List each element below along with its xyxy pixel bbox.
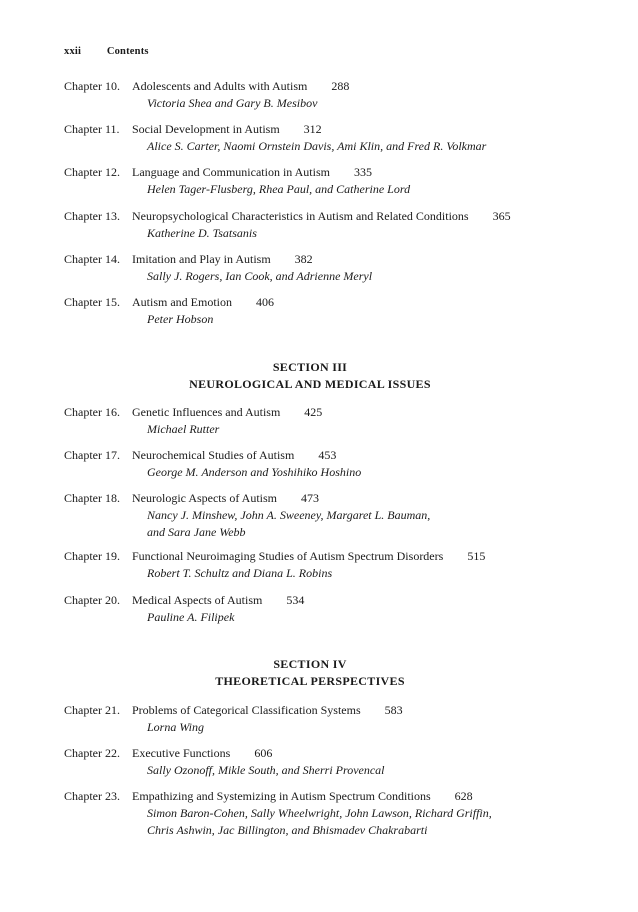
toc-entry: [64, 404, 547, 438]
chapter-authors: Victoria Shea and Gary B. Mesibov: [147, 96, 318, 110]
chapter-title: Genetic Influences and Autism: [132, 405, 281, 419]
chapter-number: Chapter 11.: [64, 122, 120, 136]
chapter-page: 583: [384, 703, 403, 717]
chapter-authors: Sally J. Rogers, Ian Cook, and Adrienne Meryl: [147, 269, 373, 283]
chapter-number: Chapter 20.: [64, 593, 120, 607]
section-title: NEUROLOGICAL AND MEDICAL ISSUES: [189, 377, 431, 391]
section-title: THEORETICAL PERSPECTIVES: [215, 674, 405, 688]
chapter-title: Social Development in Autism: [132, 122, 280, 136]
chapter-number: Chapter 12.: [64, 165, 120, 179]
chapter-title: Neurologic Aspects of Autism: [132, 491, 277, 505]
toc-entry: [64, 164, 547, 198]
chapter-title: Medical Aspects of Autism: [132, 593, 263, 607]
chapter-page: 534: [286, 593, 305, 607]
chapter-page: 425: [304, 405, 323, 419]
chapter-authors: Michael Rutter: [147, 422, 220, 436]
chapter-title: Problems of Categorical Classification Systems: [132, 703, 361, 717]
toc-entry: [64, 745, 547, 779]
chapter-authors: George M. Anderson and Yoshihiko Hoshino: [147, 465, 362, 479]
chapter-number: Chapter 13.: [64, 209, 120, 223]
chapter-page: 606: [254, 746, 273, 760]
chapter-authors: Pauline A. Filipek: [147, 610, 235, 624]
chapter-authors-continued: Chris Ashwin, Jac Billington, and Bhismadev Chakrabarti: [147, 823, 428, 837]
chapter-number: Chapter 14.: [64, 252, 120, 266]
chapter-authors: Simon Baron-Cohen, Sally Wheelwright, John Lawson, Richard Griffin,: [147, 806, 492, 820]
chapter-title: Imitation and Play in Autism: [132, 252, 271, 266]
running-head-title: Contents: [106, 46, 149, 57]
chapter-title: Language and Communication in Autism: [132, 165, 330, 179]
chapter-title: Executive Functions: [132, 746, 231, 760]
chapter-number: Chapter 18.: [64, 491, 120, 505]
section-number: SECTION III: [272, 360, 348, 374]
section-number: SECTION IV: [273, 657, 347, 671]
toc-entry: [64, 490, 547, 541]
toc-entry: [64, 78, 547, 112]
chapter-authors: Sally Ozonoff, Mikle South, and Sherri Provencal: [147, 763, 385, 777]
chapter-page: 515: [467, 549, 486, 563]
chapter-number: Chapter 19.: [64, 549, 120, 563]
chapter-page: 288: [331, 79, 350, 93]
chapter-page: 473: [300, 491, 319, 505]
chapter-title: Autism and Emotion: [132, 295, 232, 309]
chapter-authors-continued: and Sara Jane Webb: [147, 525, 246, 539]
toc-entry: [64, 208, 547, 242]
toc-entry: [64, 592, 547, 626]
toc-entry: [64, 702, 547, 736]
section-heading: [0, 656, 620, 690]
chapter-title: Functional Neuroimaging Studies of Autism Spectrum Disorders: [132, 549, 444, 563]
chapter-authors: Nancy J. Minshew, John A. Sweeney, Margaret L. Bauman,: [147, 508, 431, 522]
running-head: [64, 46, 149, 57]
chapter-authors: Helen Tager-Flusberg, Rhea Paul, and Catherine Lord: [147, 182, 411, 196]
page-number: xxii: [64, 46, 82, 57]
toc-entry: [64, 121, 547, 155]
chapter-page: 335: [353, 165, 372, 179]
chapter-page: 453: [318, 448, 337, 462]
chapter-number: Chapter 16.: [64, 405, 120, 419]
chapter-authors: Katherine D. Tsatsanis: [147, 226, 257, 240]
toc-entry: [64, 548, 547, 582]
chapter-title: Adolescents and Adults with Autism: [132, 79, 308, 93]
toc-entry: [64, 447, 547, 481]
toc-entry: [64, 294, 547, 328]
chapter-authors: Peter Hobson: [147, 312, 214, 326]
chapter-authors: Robert T. Schultz and Diana L. Robins: [147, 566, 333, 580]
toc-entry: [64, 788, 547, 839]
chapter-page: 312: [303, 122, 322, 136]
chapter-page: 365: [492, 209, 511, 223]
toc-entry: [64, 251, 547, 285]
chapter-title: Neurochemical Studies of Autism: [132, 448, 295, 462]
chapter-title: Neuropsychological Characteristics in Autism and Related Conditions: [132, 209, 469, 223]
chapter-title: Empathizing and Systemizing in Autism Spectrum Conditions: [132, 789, 431, 803]
chapter-number: Chapter 21.: [64, 703, 120, 717]
chapter-number: Chapter 17.: [64, 448, 120, 462]
chapter-page: 628: [454, 789, 473, 803]
chapter-authors: Lorna Wing: [147, 720, 205, 734]
chapter-authors: Alice S. Carter, Naomi Ornstein Davis, Ami Klin, and Fred R. Volkmar: [147, 139, 487, 153]
chapter-number: Chapter 10.: [64, 79, 120, 93]
chapter-number: Chapter 23.: [64, 789, 120, 803]
chapter-page: 406: [256, 295, 274, 309]
chapter-number: Chapter 15.: [64, 295, 120, 309]
chapter-number: Chapter 22.: [64, 746, 120, 760]
chapter-page: 382: [294, 252, 313, 266]
section-heading: [0, 359, 620, 393]
